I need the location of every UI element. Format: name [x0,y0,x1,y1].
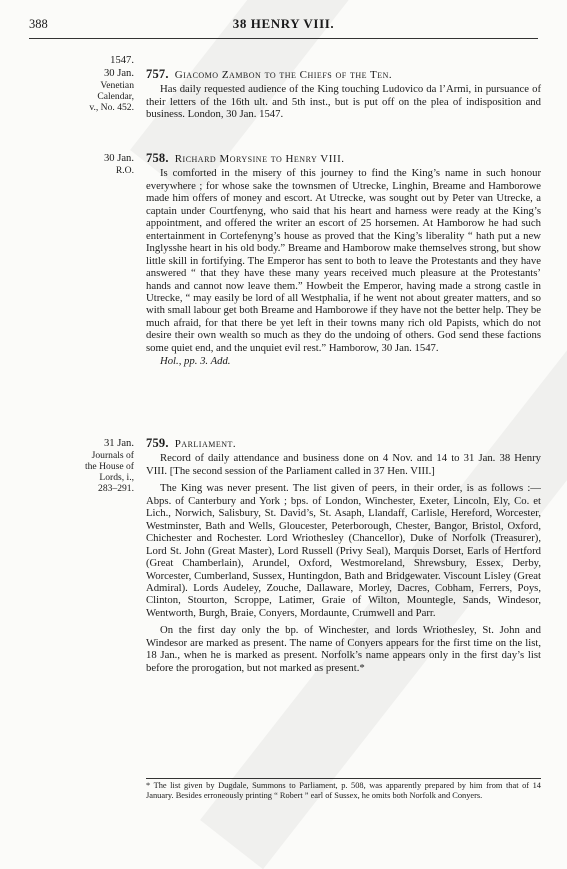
entry-number: 758. [146,151,169,165]
margin-source: Lords, i., [99,472,134,483]
entry-paragraph: On the first day only the bp. of Winchester, and lords Wriothesley, St. John and Windesor are marked as present. The name of Conyers appears for the first time on the list, 18 Jan., when he is marked as present. Norfolk’s name appears only in the first day’s list before the prorogation, but not marked as present.* [146,624,541,674]
margin-source: 283–291. [98,483,134,494]
margin-note-757 [64,54,134,113]
margin-source: v., No. 452. [89,102,134,113]
margin-date: 30 Jan. [103,153,134,164]
margin-source: R.O. [115,165,134,176]
page-number: 388 [29,17,48,31]
entry-759 [146,437,541,674]
footnote: * The list given by Dugdale, Summons to Parliament, p. 508, was apparently prepared by him from that of 14 January. Besides erroneously printing “ Robert ” earl of Sussex, he omits both Norfolk and Conyers. [146,778,541,801]
margin-source: Venetian [100,80,134,91]
entry-heading [146,68,541,81]
running-head: 38 HENRY VIII. [232,16,335,31]
margin-note-759 [64,437,134,494]
entry-757 [146,68,541,121]
entry-paragraph: Is comforted in the misery of this journey to find the King’s name in such honour everywhere ; for whose sake the townsmen of Utrecke, Linghin, Breame and Hamborowe made him offers of money and escort. At Utrecke, was sought out by Peter van Utrecke, a captain under Courtfenyng, who said that his heart and harness were ready at the King’s appointment, and offered the writer an escort of 25 horsemen. At Hamborow he had such entertainment in Cortefenyng’s house as proved that the King’s liberality “ hath put a new Inglysshe heart in his old body.” Breame and Hamborow make themselves strong, but show little skill in fortifying. The Emperor has sent to both to leave the Protestants and they have answered “ that they have these many years received much pleasure at the Protestants’ hands and cannot now leave them.” Howbeit the Emperor, having made a strong castle in Utrecke, “ may easily be lord of all Westphalia, if he went not about greater matters, and so with small labour get both Breame and Hamborowe if they have not the better help. They be much afraid, for that there be yet left in their towns many rich old Papists, which do not desire their own wealth so much as they do the undoing of others. God send these factions some quiet end, and the unquiet evil rest.” Hamborow, 30 Jan. 1547. [146,167,541,354]
entry-heading [146,152,541,165]
margin-year: 1547. [110,55,134,66]
entry-number: 759. [146,436,169,450]
entry-title: Parliament. [174,438,237,450]
entry-title: Richard Morysine to Henry VIII. [174,153,345,165]
margin-source: Journals of [91,450,134,461]
entry-paragraph: Has daily requested audience of the King touching Ludovico da l’Armi, in pursuance of their letters of the 16th ult. and 5th inst., but is put off on the plea of indisposition and business. London, 30 Jan. 1547. [146,83,541,121]
entry-758 [146,152,541,368]
margin-date: 30 Jan. [103,68,134,79]
entry-paragraph: The King was never present. The list given of peers, in their order, is as follows :—Abps. of Canterbury and York ; bps. of London, Winchester, Exeter, Lincoln, Ely, Co. et Lich., Norwich, Salisbury, St. David’s, St. Asaph, Llandaff, Carlisle, Hereford, Worcester, Westminster, Bath and Wells, Gloucester, Peterborough, Chester, Bangor, Bristol, Oxford, Chichester and Rochester. Lord Wriothesley (Chancellor), Duke of Norfolk (Treasurer), Lord St. John (Great Master), Lord Russell (Privy Seal), Marquis Dorset, Earls of Hertford (Great Chamberlain), Arundel, Oxford, Westmoreland, Shrewsbury, Essex, Derby, Worcester, Cumberland, Sussex, Huntingdon, Bath and Bridgewater. Viscount Lisley (Great Admiral). Lords Audeley, Zouche, Dallaware, Morley, Dacres, Cobham, Ferrers, Poys, Clinton, Stourton, Scroppe, Latimer, Graie of Wilton, Mountegle, Sands, Windesor, Wentworth, Burgh, Braie, Conyers, Mordaunte, Crumwell and Parr. [146,482,541,619]
margin-source: Calendar, [97,91,134,102]
header-rule [29,38,538,39]
margin-source: the House of [84,461,134,472]
margin-date: 31 Jan. [103,438,134,449]
page-header [0,0,567,44]
margin-note-758 [64,152,134,176]
entry-number: 757. [146,67,169,81]
entry-paragraph: Record of daily attendance and business done on 4 Nov. and 14 to 31 Jan. 38 Henry VIII. [The second session of the Parliament called in 37 Hen. VIII.] [146,452,541,477]
entry-heading [146,437,541,450]
entry-source-note: Hol., pp. 3. Add. [160,355,231,368]
entry-title: Giacomo Zambon to the Chiefs of the Ten. [174,69,393,81]
